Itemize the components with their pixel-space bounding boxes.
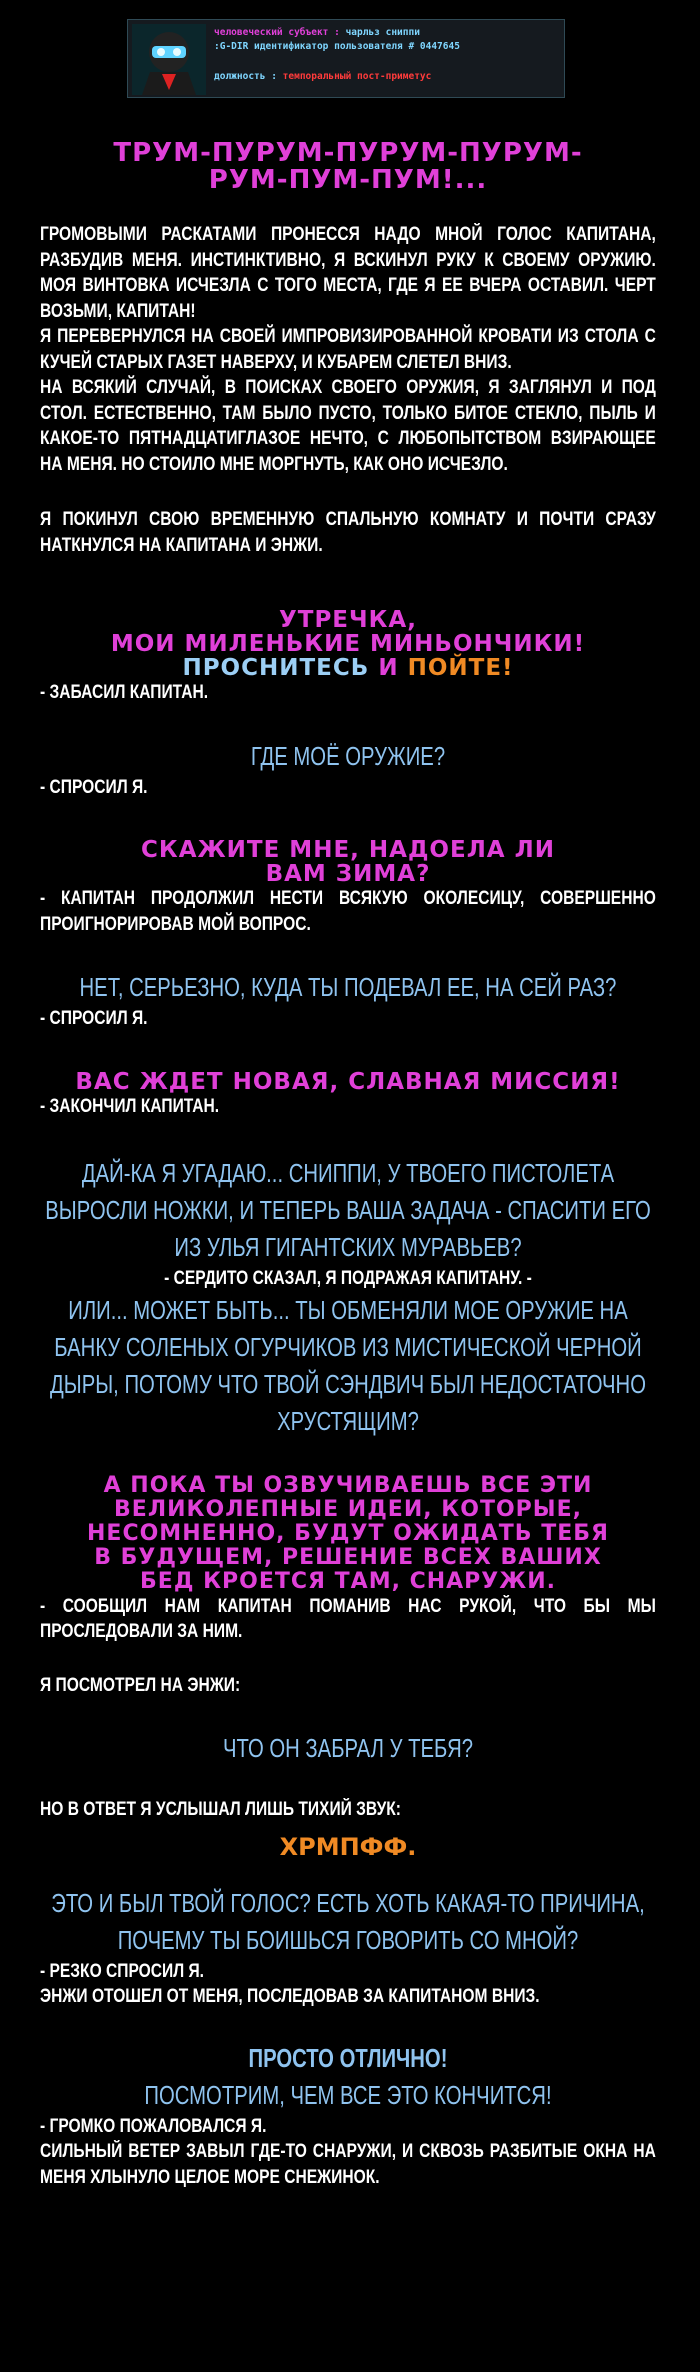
hero-speech-2: НЕТ, СЕРЬЕЗНО, КУДА ТЫ ПОДЕВАЛ ЕЕ, НА СЕЙ РАЗ? bbox=[79, 972, 617, 1002]
narration-paragraph: - СООБЩИЛ НАМ КАПИТАН ПОМАНИВ НАС РУКОЙ, ЧТО БЫ МЫ ПРОСЛЕДОВАЛИ ЗА НИМ. bbox=[40, 1595, 656, 1642]
position-label: должность : bbox=[214, 71, 277, 82]
subject-name: чарльз сниппи bbox=[345, 27, 420, 38]
subject-label: человеческий субъект : bbox=[214, 27, 340, 38]
narration-paragraph: - КАПИТАН ПРОДОЛЖИЛ НЕСТИ ВСЯКУЮ ОКОЛЕСИЦУ, СОВЕРШЕННО ПРОИГНОРИРОВАВ МОЙ ВОПРОС. bbox=[40, 888, 656, 935]
character-avatar bbox=[132, 24, 206, 95]
narration-paragraph: СИЛЬНЫЙ ВЕТЕР ЗАВЫЛ ГДЕ-ТО СНАРУЖИ, И СКВОЗЬ РАЗБИТЫЕ ОКНА НА МЕНЯ ХЛЫНУЛО ЦЕЛОЕ МОРЕ СНЕЖИНОК. bbox=[40, 2141, 656, 2188]
hero-speech-3: ДАЙ-КА Я УГАДАЮ... СНИППИ, У ТВОЕГО ПИСТОЛЕТА ВЫРОСЛИ НОЖКИ, И ТЕПЕРЬ ВАША ЗАДАЧА - СПАСИТИ ЕГО ИЗ УЛЬЯ ГИГАНТСКИХ МУРАВЬЕВ? bbox=[45, 1158, 651, 1262]
position-value: темпоральный пост-приметус bbox=[282, 71, 432, 82]
speech-word: ПОЙТЕ! bbox=[407, 655, 514, 681]
speech-line bbox=[40, 656, 656, 680]
narration-paragraph: Я ПОКИНУЛ СВОЮ ВРЕМЕННУЮ СПАЛЬНУЮ КОМНАТУ И ПОЧТИ СРАЗУ НАТКНУЛСЯ НА КАПИТАНА И ЭНЖИ. bbox=[40, 509, 656, 556]
hero-speech-5: ЧТО ОН ЗАБРАЛ У ТЕБЯ? bbox=[222, 1733, 474, 1763]
narration-paragraph: ЭНЖИ ОТОШЕЛ ОТ МЕНЯ, ПОСЛЕДОВАВ ЗА КАПИТАНОМ ВНИЗ. bbox=[40, 1986, 540, 2007]
speech-line: МОИ МИЛЕНЬКИЕ МИНЬОНЧИКИ! bbox=[110, 631, 586, 657]
narration-paragraph: НО В ОТВЕТ Я УСЛЫШАЛ ЛИШЬ ТИХИЙ ЗВУК: bbox=[40, 1799, 401, 1820]
narration-attribution: - ЗАКОНЧИЛ КАПИТАН. bbox=[40, 1095, 220, 1117]
hero-speech-4: ИЛИ... МОЖЕТ БЫТЬ... ТЫ ОБМЕНЯЛИ МОЕ ОРУЖИЕ НА БАНКУ СОЛЕНЫХ ОГУРЧИКОВ ИЗ МИСТИЧЕСКОЙ ЧЕРНОЙ ДЫРЫ, ПОТОМУ ЧТО ТВОЙ СЭНДВИЧ БЫЛ НЕДОСТАТОЧНО ХРУСТЯЩИМ? bbox=[50, 1294, 646, 1436]
sound-effect: ХРМПФФ. bbox=[279, 1832, 417, 1861]
narration-attribution: - СПРОСИЛ Я. bbox=[40, 1008, 148, 1029]
narration-attribution: - СПРОСИЛ Я. bbox=[40, 776, 148, 798]
story-text bbox=[40, 140, 656, 2190]
user-id-line: :G-DIR идентификатор пользователя # 0447645 bbox=[214, 41, 460, 52]
narration-paragraph: Я ПЕРЕВЕРНУЛСЯ НА СВОЕЙ ИМПРОВИЗИРОВАННОЙ КРОВАТИ ИЗ СТОЛА С КУЧЕЙ СТАРЫХ ГАЗЕТ НАВЕРХУ, И КУБАРЕМ СЛЕТЕЛ ВНИЗ. bbox=[40, 326, 656, 373]
captain-speech-3: ВАС ЖДЕТ НОВАЯ, СЛАВНАЯ МИССИЯ! bbox=[75, 1068, 621, 1095]
speech-line: УТРЕЧКА, bbox=[279, 607, 417, 633]
narration-attribution: - СЕРДИТО СКАЗАЛ, Я ПОДРАЖАЯ КАПИТАНУ. - bbox=[164, 1268, 532, 1289]
narration-paragraph: НА ВСЯКИЙ СЛУЧАЙ, В ПОИСКАХ СВОЕГО ОРУЖИЯ, Я ЗАГЛЯНУЛ И ПОД СТОЛ. ЕСТЕСТВЕННО, ТАМ БЫЛО ПУСТО, ТОЛЬКО БИТОЕ СТЕКЛО, ПЫЛЬ И КАКОЕ-ТО ПЯТНАДЦАТИГЛАЗОЕ НЕЧТО, С ЛЮБОПЫТСТВОМ ВЗИРАЮЩЕЕ НА МЕНЯ. НО СТОИЛО МНЕ МОРГНУТЬ, КАК ОНО ИСЧЕЗЛО. bbox=[40, 377, 656, 475]
captain-speech-1 bbox=[40, 608, 656, 680]
speech-word: И bbox=[378, 655, 399, 681]
narration-block-1 bbox=[40, 222, 656, 558]
subject-line bbox=[214, 26, 558, 40]
hero-speech-6: ЭТО И БЫЛ ТВОЙ ГОЛОС? ЕСТЬ ХОТЬ КАКАЯ-ТО ПРИЧИНА, ПОЧЕМУ ТЫ БОИШЬСЯ ГОВОРИТЬ СО МНОЙ? bbox=[51, 1887, 645, 1955]
hero-speech-1: ГДЕ МОЁ ОРУЖИЕ? bbox=[250, 740, 446, 771]
captain-speech-2: СКАЖИТЕ МНЕ, НАДОЕЛА ЛИ ВАМ ЗИМА? bbox=[141, 837, 555, 887]
speech-word: ПРОСНИТЕСЬ bbox=[182, 655, 370, 681]
narration-paragraph: Я ПОСМОТРЕЛ НА ЭНЖИ: bbox=[40, 1674, 241, 1696]
position-line bbox=[214, 70, 558, 84]
hero-speech-7: ПРОСТО ОТЛИЧНО! bbox=[248, 2042, 448, 2073]
hero-speech-8: ПОСМОТРИМ, ЧЕМ ВСЕ ЭТО КОНЧИТСЯ! bbox=[144, 2079, 552, 2110]
narration-attribution: - ЗАБАСИЛ КАПИТАН. bbox=[40, 682, 209, 703]
narration-attribution: - РЕЗКО СПРОСИЛ Я. bbox=[40, 1960, 205, 1982]
narration-attribution: - ГРОМКО ПОЖАЛОВАЛСЯ Я. bbox=[40, 2115, 267, 2137]
captain-speech-4: А ПОКА ТЫ ОЗВУЧИВАЕШЬ ВСЕ ЭТИ ВЕЛИКОЛЕПНЫЕ ИДЕИ, КОТОРЫЕ, НЕСОМНЕННО, БУДУТ ОЖИДАТЬ ТЕБЯ В БУДУЩЕМ, РЕШЕНИЕ ВСЕХ ВАШИХ БЕД КРОЕТСЯ ТАМ, СНАРУЖИ. bbox=[87, 1472, 609, 1594]
captain-alarm: ТРУМ-ПУРУМ-ПУРУМ-ПУРУМ-РУМ-ПУМ-ПУМ!... bbox=[113, 138, 583, 195]
narration-paragraph: ГРОМОВЫМИ РАСКАТАМИ ПРОНЕССЯ НАДО МНОЙ ГОЛОС КАПИТАНА, РАЗБУДИВ МЕНЯ. ИНСТИНКТИВНО, Я ВСКИНУЛ РУКУ К СВОЕМУ ОРУЖИЮ. МОЯ ВИНТОВКА ИСЧЕЗЛА С ТОГО МЕСТА, ГДЕ Я ЕЕ ВЧЕРА ОСТАВИЛ. ЧЕРТ ВОЗЬМИ, КАПИТАН! bbox=[40, 224, 656, 322]
character-id-banner bbox=[127, 19, 565, 98]
